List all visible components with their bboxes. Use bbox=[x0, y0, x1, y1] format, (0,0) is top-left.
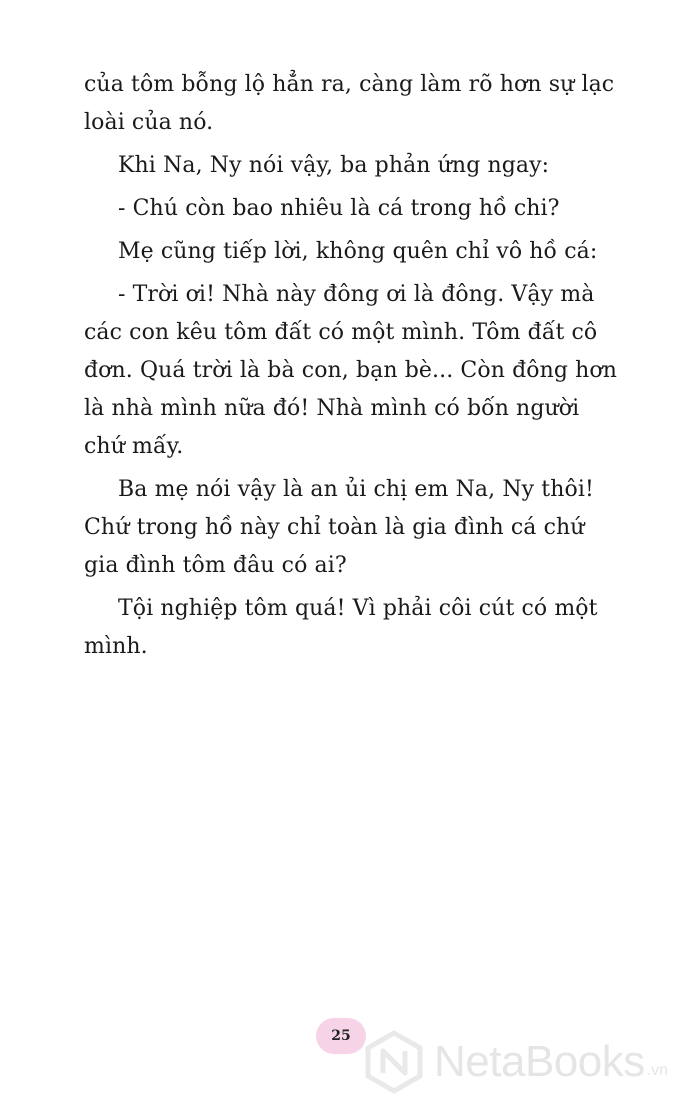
paragraph: Tội nghiệp tôm quá! Vì phải côi cút có một mình. bbox=[84, 596, 598, 659]
page-text bbox=[84, 66, 624, 671]
paragraph: Mẹ cũng tiếp lời, không quên chỉ vô hồ cá: bbox=[118, 239, 598, 264]
watermark-text: NetaBooks bbox=[434, 1037, 645, 1086]
page-number: 25 bbox=[316, 1018, 366, 1054]
watermark-suffix: .vn bbox=[646, 1062, 669, 1079]
paragraph: - Chú còn bao nhiêu là cá trong hồ chi? bbox=[118, 196, 560, 221]
paragraph: Khi Na, Ny nói vậy, ba phản ứng ngay: bbox=[118, 153, 550, 178]
watermark bbox=[362, 1022, 692, 1102]
paragraph: của tôm bỗng lộ hẳn ra, càng làm rõ hơn sự lạc loài của nó. bbox=[84, 72, 615, 135]
netabooks-logo-icon bbox=[362, 1030, 426, 1094]
paragraph: Ba mẹ nói vậy là an ủi chị em Na, Ny thôi! Chứ trong hồ này chỉ toàn là gia đình cá chứ gia đình tôm đâu có ai? bbox=[84, 477, 594, 578]
paragraph: - Trời ơi! Nhà này đông ơi là đông. Vậy mà các con kêu tôm đất có một mình. Tôm đất cô đơn. Quá trời là bà con, bạn bè... Còn đông hơn là nhà mình nữa đó! Nhà mình có bốn người chứ mấy. bbox=[84, 282, 618, 459]
